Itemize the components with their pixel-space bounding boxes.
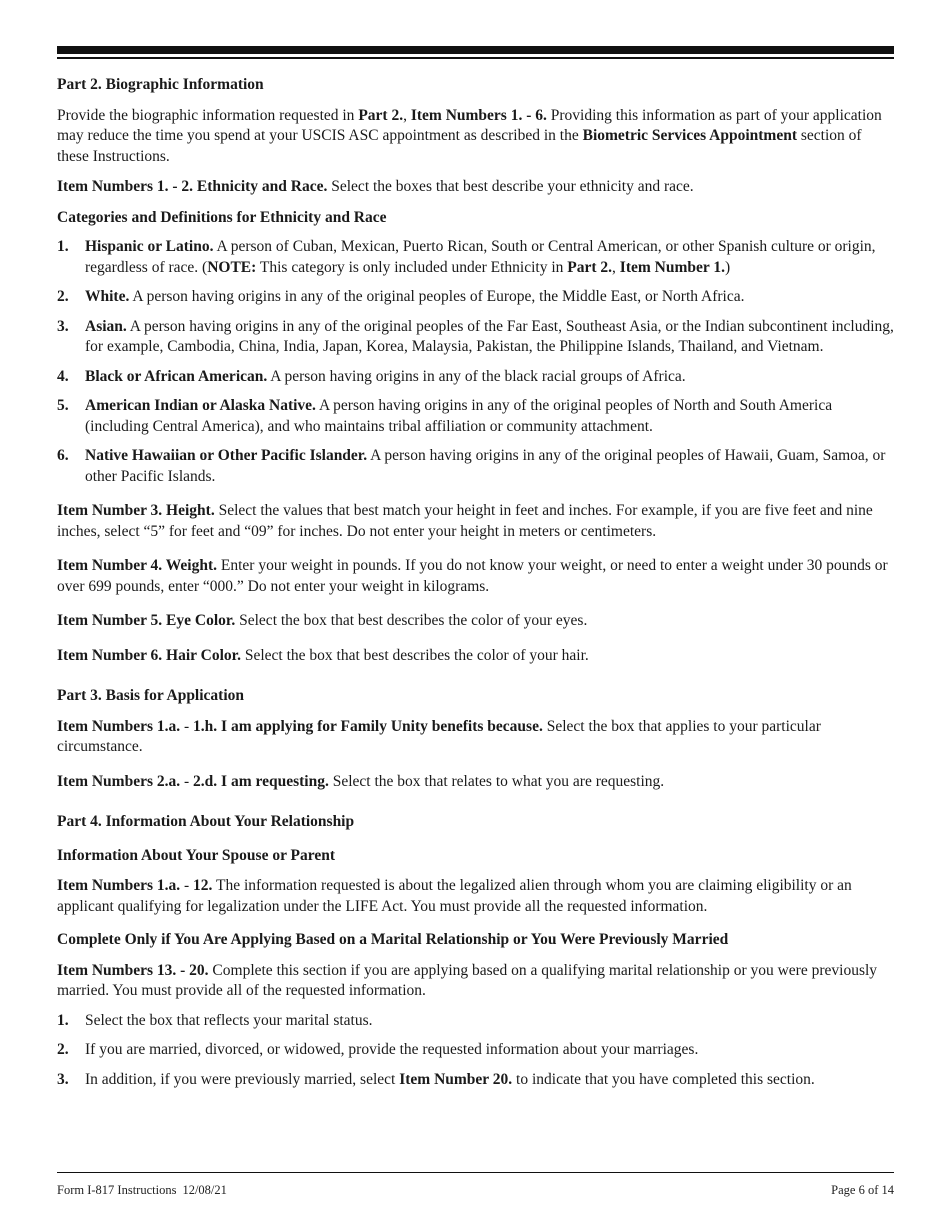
list-item: 1. Select the box that reflects your marital status. xyxy=(57,1011,373,1029)
page-footer xyxy=(57,1172,894,1198)
header-rule-thin xyxy=(57,57,894,59)
list-item: 6. Native Hawaiian or Other Pacific Islander. A person having origins in any of the original peoples of Hawaii, Guam, Samoa, or other Pacific Islands. xyxy=(57,447,886,485)
part3-item-1: Item Numbers 1.a. - 1.h. I am applying for Family Unity benefits because. Select the box that applies to your particular circumstance. xyxy=(57,717,821,755)
header-rule-thick xyxy=(57,46,894,54)
part4-heading: Part 4. Information About Your Relationship xyxy=(57,813,355,830)
part4-item-1: Item Numbers 1.a. - 12. The information requested is about the legalized alien through whom you are claiming eligibility or an applicant qualifying for legalization under the LIFE Act. You must provide all the requested information. xyxy=(57,877,852,915)
list-item: 1. Hispanic or Latino. A person of Cuban, Mexican, Puerto Rican, South or Central American, or other Spanish culture or origin, regardless of race. (NOTE: This category is only included under Ethnicity in Part 2., Item Number 1.) xyxy=(57,238,876,276)
footer-page-number: Page 6 of 14 xyxy=(831,1183,894,1197)
item-numbers-13-20: Item Numbers 13. - 20. Complete this section if you are applying based on a qualifying marital relationship or you were previously married. You must provide all of the requested information. xyxy=(57,961,878,999)
list-item: 2. White. A person having origins in any of the original peoples of Europe, the Middle East, or North Africa. xyxy=(57,288,745,305)
part3-item-2: Item Numbers 2.a. - 2.d. I am requesting. Select the box that relates to what you are requesting. xyxy=(57,772,665,790)
list-item: 4. Black or African American. A person having origins in any of the black racial groups of Africa. xyxy=(57,367,686,385)
page xyxy=(57,46,894,1090)
part2-intro: Provide the biographic information requested in Part 2., Item Numbers 1. - 6. Providing this information as part of your application may reduce the time you spend at your USCIS ASC appointment as described in the Biometric Services Appointment section of these Instructions. xyxy=(57,106,882,165)
list-item: 3. Asian. A person having origins in any of the original peoples of the Far East, Southeast Asia, or the Indian subcontinent including, for example, Cambodia, China, India, Japan, Korea, Malaysia, Pakistan, the Philippine Islands, Thailand, and Vietnam. xyxy=(57,317,894,355)
part3-heading: Part 3. Basis for Application xyxy=(57,687,245,704)
categories-list xyxy=(57,237,894,487)
item-number-3-height: Item Number 3. Height. Select the values that best match your height in feet and inches. For example, if you are five feet and nine inches, select “5” for feet and “09” for inches. Do not enter your height in meters or centimeters. xyxy=(57,502,873,540)
content xyxy=(57,75,894,1090)
part4-subheading: Information About Your Spouse or Parent xyxy=(57,846,336,864)
list-item: 2. If you are married, divorced, or widowed, provide the requested information about your marriages. xyxy=(57,1041,699,1058)
list-item: 5. American Indian or Alaska Native. A person having origins in any of the original peoples of North and South America (including Central America), and who maintains tribal affiliation or community attachment. xyxy=(57,397,833,435)
marital-heading: Complete Only if You Are Applying Based on a Marital Relationship or You Were Previously Married xyxy=(57,931,729,948)
item-number-4-weight: Item Number 4. Weight. Enter your weight in pounds. If you do not know your weight, or need to enter a weight under 30 pounds or over 699 pounds, enter “000.” Do not enter your weight in kilograms. xyxy=(57,557,888,595)
item-number-5-eye-color: Item Number 5. Eye Color. Select the box that best describes the color of your eyes. xyxy=(57,612,588,629)
footer-form-info: Form I-817 Instructions 12/08/21 xyxy=(57,1183,227,1197)
categories-heading: Categories and Definitions for Ethnicity and Race xyxy=(57,208,387,226)
item-numbers-1-2: Item Numbers 1. - 2. Ethnicity and Race. Select the boxes that best describe your ethnicity and race. xyxy=(57,178,694,195)
list-item: 3. In addition, if you were previously married, select Item Number 20. to indicate that you have completed this section. xyxy=(57,1070,815,1088)
marital-steps-list xyxy=(57,1011,894,1091)
item-number-6-hair-color: Item Number 6. Hair Color. Select the box that best describes the color of your hair. xyxy=(57,646,589,664)
part2-heading: Part 2. Biographic Information xyxy=(57,76,264,93)
